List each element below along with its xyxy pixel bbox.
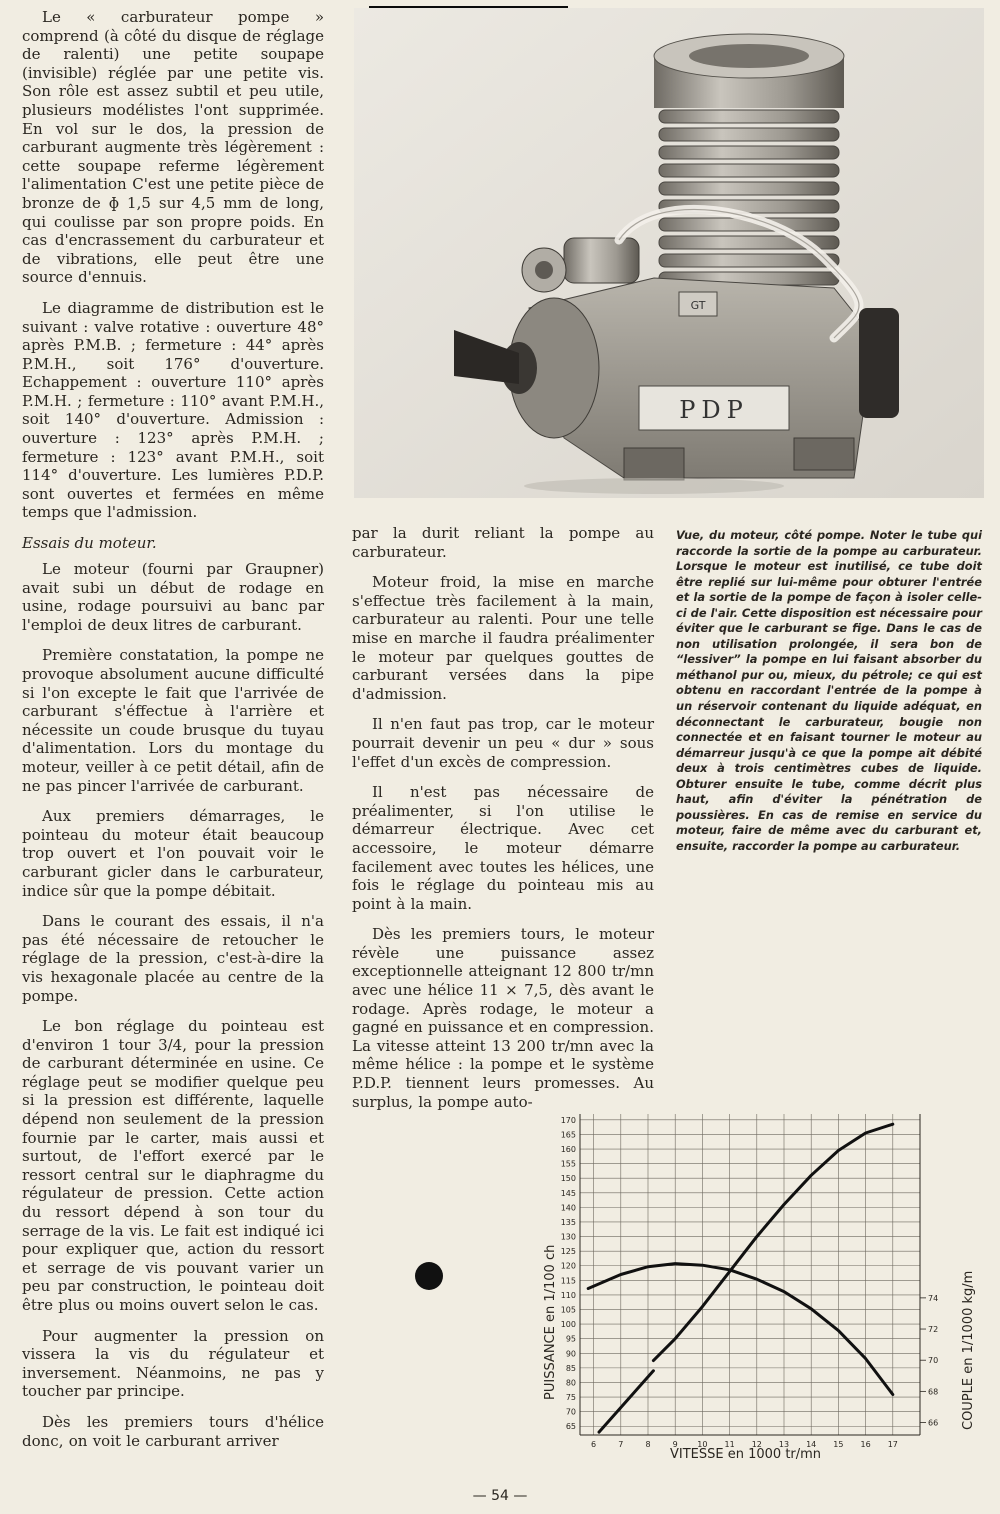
- chart-series-line-3: [588, 1264, 893, 1395]
- y-left-tick-label: 105: [560, 1305, 576, 1315]
- section-bullet: [415, 1262, 443, 1290]
- paragraph: Le « carburateur pompe » comprend (à côté du disque de réglage de ralenti) une petite soupape (invisible) réglée par une petite vis. Son rôle est assez subtil et peu utile, plusieurs modélistes l'ont supprimée. En vol sur le dos, la pression de carburant augmente très légèrement : cette soupape referme légèrement l'alimentation C'est une petite pièce de bronze de ɸ 1,5 sur 4,5 mm de long, qui coulisse par son propre poids. En cas d'encrassement du carburateur et de vibrations, elle peut être une source d'ennuis.: [22, 8, 324, 287]
- paragraph: Dès les premiers tours d'hélice donc, on voit le carburant arriver: [22, 1412, 324, 1450]
- chart-series-line-2: [653, 1124, 892, 1360]
- chart-series: [588, 1124, 893, 1432]
- y-right-tick-label: 74: [928, 1293, 939, 1303]
- x-tick-label: 7: [618, 1440, 624, 1449]
- y-left-tick-label: 95: [565, 1334, 576, 1344]
- x-tick-label: 15: [833, 1440, 844, 1449]
- y-left-tick-label: 140: [560, 1203, 576, 1213]
- y-right-tick-label: 66: [928, 1418, 939, 1428]
- paragraph: Dans le courant des essais, il n'a pas été nécessaire de retoucher le réglage de la pression, c'est-à-dire la vis hexagonale placée au centre de la pompe.: [22, 912, 324, 1005]
- paragraph: Dès les premiers tours, le moteur révèle une puissance assez exceptionnelle atteignant 12 800 tr/mn avec une hélice 11 × 7,5, dès avant le rodage. Après rodage, le moteur a gagné en puissance et en compression. La vitesse atteint 13 200 tr/mn avec la même hélice : la pompe et le système P.D.P. tiennent leurs promesses. Au surplus, la pompe auto-: [352, 925, 654, 1111]
- engine-pdp-label: PDP: [679, 396, 749, 424]
- x-tick-label: 14: [806, 1440, 817, 1449]
- chart-y-axis-right-label: COUPLE en 1/1000 kg/m: [961, 1270, 976, 1430]
- x-tick-label: 11: [724, 1440, 735, 1449]
- paragraph: Le moteur (fourni par Graupner) avait subi un début de rodage en usine, rodage poursuivi au banc par l'emploi de deux litres de carburant.: [22, 560, 324, 634]
- x-tick-label: 6: [591, 1440, 597, 1449]
- paragraph: par la durit reliant la pompe au carburateur.: [352, 524, 654, 561]
- y-left-tick-label: 150: [560, 1174, 576, 1184]
- x-tick-label: 12: [751, 1440, 762, 1449]
- x-tick-label: 17: [887, 1440, 898, 1449]
- x-tick-label: 16: [860, 1440, 871, 1449]
- paragraph: Il n'en faut pas trop, car le moteur pourrait devenir un peu « dur » sous l'effet d'un excès de compression.: [352, 715, 654, 771]
- y-left-tick-label: 115: [560, 1276, 576, 1286]
- y-left-tick-label: 130: [560, 1232, 576, 1242]
- y-left-tick-label: 110: [560, 1290, 576, 1300]
- y-left-tick-label: 170: [560, 1115, 576, 1125]
- y-left-tick-label: 100: [560, 1320, 576, 1330]
- y-left-tick-label: 90: [565, 1349, 576, 1359]
- left-text-column: [22, 8, 324, 1462]
- paragraph: Pour augmenter la pression on vissera la vis du régulateur et inversement. Néanmoins, ne pas y toucher par principe.: [22, 1326, 324, 1401]
- y-left-tick-label: 125: [560, 1247, 576, 1257]
- y-left-tick-label: 155: [560, 1159, 576, 1169]
- y-left-tick-label: 75: [565, 1393, 576, 1403]
- paragraph: Première constatation, la pompe ne provoque absolument aucune difficulté si l'on excepte le fait que l'arrivée de carburant s'éffectue à l'arrière et nécessite un coude brusque du tuyau d'alimentation. Lors du montage du moteur, veiller à ce petit détail, afin de ne pas pincer l'arrivée de carburant.: [22, 646, 324, 795]
- y-right-tick-label: 72: [928, 1325, 939, 1335]
- y-right-tick-label: 68: [928, 1387, 939, 1397]
- y-left-tick-label: 165: [560, 1130, 576, 1140]
- y-left-tick-label: 65: [565, 1422, 576, 1432]
- x-tick-label: 13: [778, 1440, 790, 1449]
- x-tick-label: 8: [645, 1440, 651, 1449]
- y-left-tick-label: 160: [560, 1145, 576, 1155]
- y-left-tick-label: 70: [565, 1407, 576, 1417]
- power-torque-chart: [520, 1100, 990, 1470]
- y-left-tick-label: 80: [565, 1378, 576, 1388]
- engine-gt-badge: GT: [690, 299, 706, 312]
- y-left-tick-label: 135: [560, 1217, 576, 1227]
- chart-y-axis-left-label: PUISSANCE en 1/100 ch: [543, 1244, 558, 1400]
- middle-text-column: [352, 524, 654, 1123]
- photo-caption: Vue, du moteur, côté pompe. Noter le tube qui raccorde la sortie de la pompe au carburateur. Lorsque le moteur est inutilisé, ce tube doit être replié sur lui-même pour obturer l'entrée et la sortie de la pompe de façon à isoler celle-ci de l'air. Cette disposition est nécessaire pour éviter que le carburant se fige. Dans le cas de non utilisation prolongée, il sera bon de “lessiver” la pompe en lui faisant absorber du méthanol pur ou, mieux, du pétrole; ce qui est obtenu en raccordant l'entrée de la pompe à un réservoir contenant du liquide adéquat, en déconnectant le carburateur, bougie non connectée et en faisant tourner le moteur au démarreur jusqu'à ce que la pompe ait débité deux à trois centimètres cubes de liquide. Obturer ensuite le tube, comme décrit plus haut, afin d'éviter la pénétration de poussières. En cas de remise en service du moteur, faire de même avec du carburant et, ensuite, raccorder la pompe au carburateur.: [676, 528, 982, 853]
- chart-grid: [580, 1114, 920, 1435]
- paragraph: Aux premiers démarrages, le pointeau du moteur était beaucoup trop ouvert et l'on pouvait voir le carburant gicler dans le carburateur, indice sûr que la pompe débitait.: [22, 807, 324, 900]
- chart-x-axis-label: VITESSE en 1000 tr/mn: [670, 1447, 822, 1462]
- y-left-tick-label: 85: [565, 1363, 576, 1373]
- chart-series-line-1: [599, 1371, 653, 1432]
- paragraph: Moteur froid, la mise en marche s'effectue très facilement à la main, carburateur au ralenti. Pour une telle mise en marche il faudra préalimenter le moteur par quelques gouttes de carburant versées dans la pipe d'admission.: [352, 573, 654, 703]
- paragraph: Le bon réglage du pointeau est d'environ 1 tour 3/4, pour la pression de carburant déterminée en usine. Ce réglage peut se modifier quelque peu si la pression est différente, laquelle dépend non seulement de la pression fournie par le carter, mais aussi et surtout, de l'effort exercé par le ressort central sur le diaphragme du régulateur de pression. Cette action du ressort dépend à son tour du serrage de la vis. Le fait est indiqué ici pour expliquer que, action du ressort et serrage de vis pouvant varier un peu par construction, le pointeau doit être plus ou moins ouvert selon le cas.: [22, 1017, 324, 1314]
- x-tick-label: 9: [672, 1440, 678, 1449]
- paragraph: Le diagramme de distribution est le suivant : valve rotative : ouverture 48° après P.M.B. ; fermeture : 44° après P.M.H., soit 176° d'ouverture. Echappement : ouverture 110° après P.M.H. ; fermeture : 110° avant P.M.H., soit 140° d'ouverture. Admission : ouverture : 123° après P.M.H. ; fermeture : 123° avant P.M.H., soit 114° d'ouverture. Les lumières P.D.P. sont ouvertes et fermées en même temps que l'admission.: [22, 298, 324, 522]
- y-left-tick-label: 145: [560, 1188, 576, 1198]
- chart-ticks: [561, 1116, 938, 1449]
- x-tick-label: 10: [697, 1440, 708, 1449]
- y-right-tick-label: 70: [928, 1356, 939, 1366]
- y-left-tick-label: 120: [560, 1261, 576, 1271]
- paragraph: Il n'est pas nécessaire de préalimenter, si l'on utilise le démarreur électrique. Avec cet accessoire, le moteur démarre facilement avec toutes les hélices, une fois le réglage du pointeau mis au point à la main.: [352, 783, 654, 913]
- page-number: — 54 —: [472, 1488, 528, 1504]
- engine-photo: [354, 8, 984, 498]
- section-heading: Essais du moteur.: [22, 534, 157, 553]
